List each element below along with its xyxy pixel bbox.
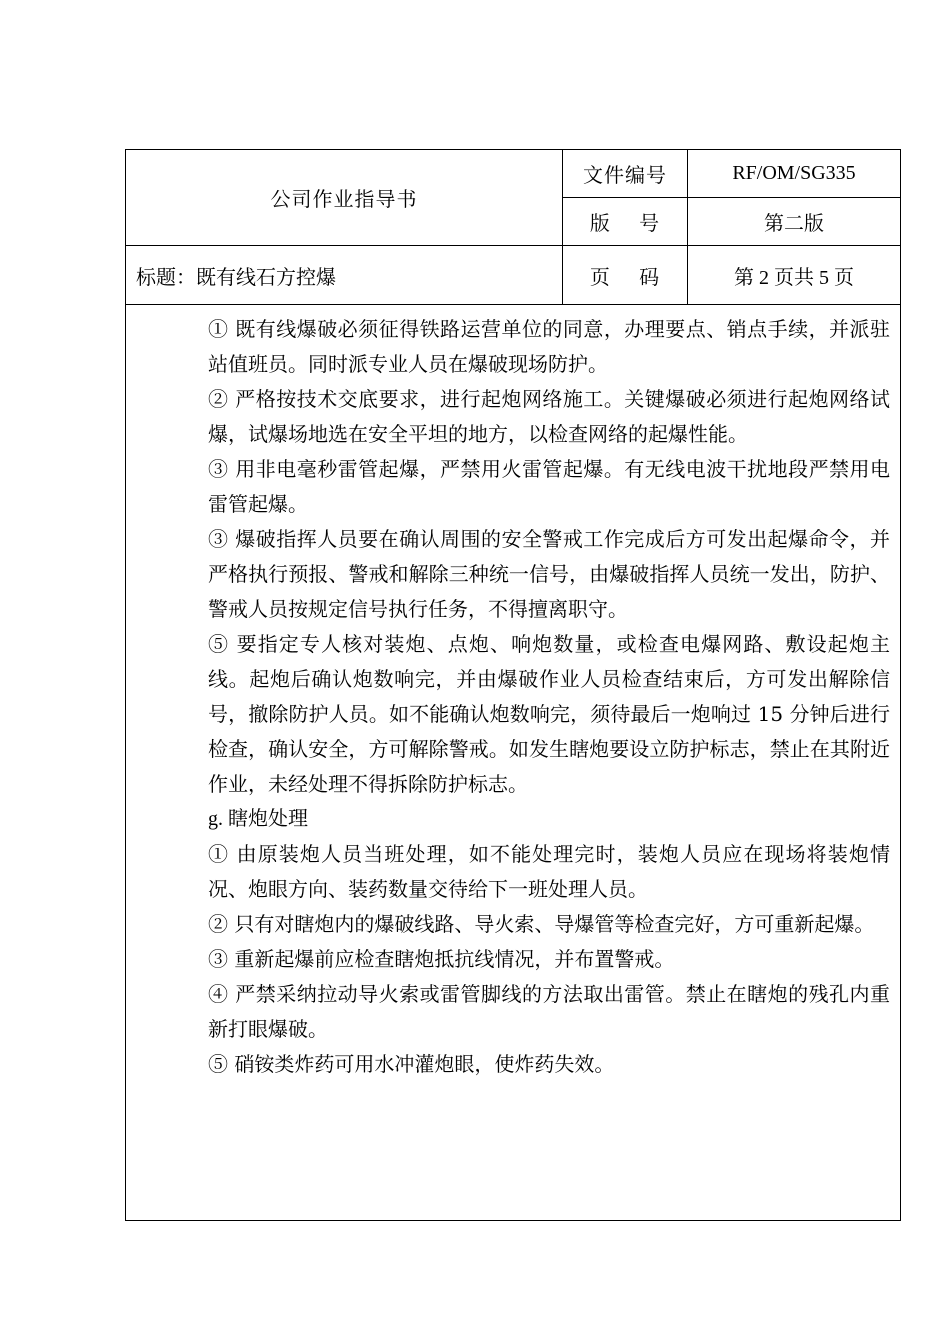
page-label: 页 码 <box>563 246 688 305</box>
paragraph-1: ① 既有线爆破必须征得铁路运营单位的同意，办理要点、销点手续，并派驻站值班员。同时派专业人员在爆破现场防护。 <box>208 317 890 376</box>
paragraph-8: ③ 重新起爆前应检查瞎炮抵抗线情况，并布置警戒。 <box>208 947 675 971</box>
paragraph-4: ③ 爆破指挥人员要在确认周围的安全警戒工作完成后方可发出起爆命令，并严格执行预报、警戒和解除三种统一信号，由爆破指挥人员统一发出，防护、警戒人员按规定信号执行任务，不得擅离职守。 <box>208 527 890 621</box>
page-number-value: 第 2 页共 5 页 <box>688 246 901 305</box>
doc-number-value: RF/OM/SG335 <box>688 150 901 198</box>
section-heading-misfire: g. 瞎炮处理 <box>208 808 308 830</box>
company-doc-title: 公司作业指导书 <box>126 150 563 246</box>
paragraph-5: ⑤ 要指定专人核对装炮、点炮、响炮数量，或检查电爆网路、敷设起炮主线。起炮后确认炮数响完，并由爆破作业人员检查结束后，方可发出解除信号，撤除防护人员。如不能确认炮数响完，须待最后一炮响过 15 分钟后进行检查，确认安全，方可解除警戒。如发生瞎炮要设立防护标志，禁止在其附近作业，未经处理不得拆除防护标志。 <box>208 632 890 796</box>
document-subject: 标题：既有线石方控爆 <box>126 246 563 305</box>
version-value: 第二版 <box>688 198 901 246</box>
paragraph-9: ④ 严禁采纳拉动导火索或雷管脚线的方法取出雷管。禁止在瞎炮的残孔内重新打眼爆破。 <box>208 982 890 1041</box>
paragraph-3: ③ 用非电毫秒雷管起爆，严禁用火雷管起爆。有无线电波干扰地段严禁用电雷管起爆。 <box>208 457 890 516</box>
header-row-doc-number <box>126 150 901 198</box>
header-row-subject <box>126 246 901 305</box>
paragraph-2: ② 严格按技术交底要求，进行起炮网络施工。关键爆破必须进行起炮网络试爆，试爆场地选在安全平坦的地方，以检查网络的起爆性能。 <box>208 387 890 446</box>
document-body-text <box>208 312 890 1082</box>
paragraph-7: ② 只有对瞎炮内的爆破线路、导火索、导爆管等检查完好，方可重新起爆。 <box>208 912 875 936</box>
doc-number-label: 文件编号 <box>563 150 688 198</box>
document-header-table <box>125 149 901 305</box>
document-body-box <box>125 304 901 1221</box>
paragraph-6: ① 由原装炮人员当班处理，如不能处理完时，装炮人员应在现场将装炮情况、炮眼方向、装药数量交待给下一班处理人员。 <box>208 842 890 901</box>
version-label: 版 号 <box>563 198 688 246</box>
paragraph-10: ⑤ 硝铵类炸药可用水冲灌炮眼，使炸药失效。 <box>208 1052 615 1076</box>
